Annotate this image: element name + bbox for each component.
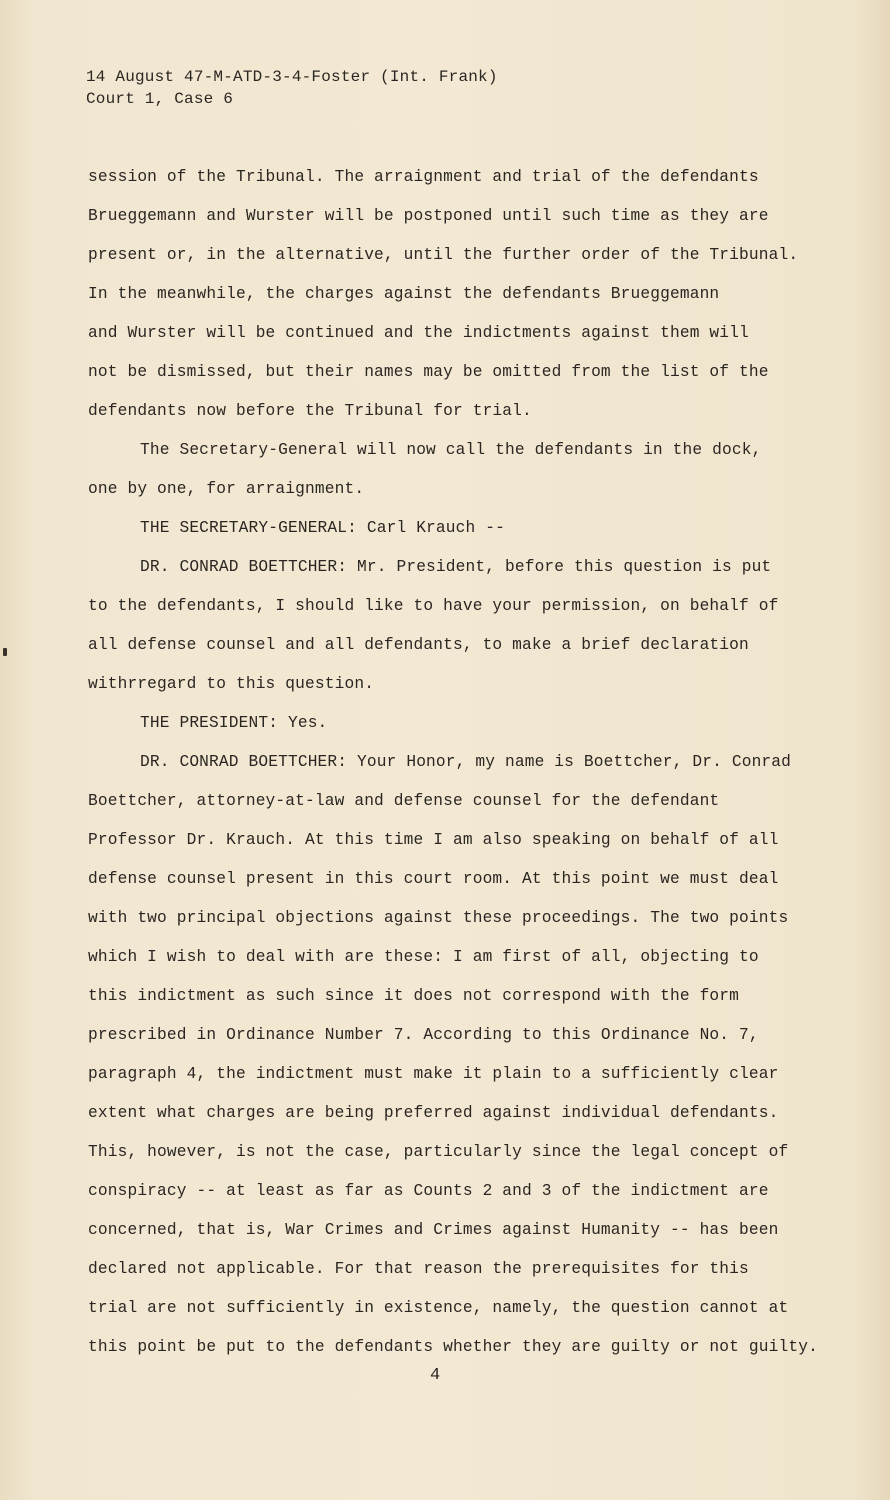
transcript-line: all defense counsel and all defendants, to make a brief declaration: [88, 636, 749, 654]
transcript-body: [88, 158, 828, 1367]
transcript-line: extent what charges are being preferred against individual defendants.: [88, 1104, 779, 1122]
transcript-line: one by one, for arraignment.: [88, 480, 365, 498]
page-number: 4: [430, 1366, 441, 1385]
transcript-line: This, however, is not the case, particularly since the legal concept of: [88, 1143, 789, 1161]
transcript-line: to the defendants, I should like to have your permission, on behalf of: [88, 597, 779, 615]
page-edge-mark: [3, 648, 7, 656]
transcript-line: and Wurster will be continued and the indictments against them will: [88, 324, 749, 342]
transcript-line: which I wish to deal with are these: I am first of all, objecting to: [88, 948, 759, 966]
transcript-line: defense counsel present in this court room. At this point we must deal: [88, 870, 779, 888]
transcript-line: paragraph 4, the indictment must make it plain to a sufficiently clear: [88, 1065, 779, 1083]
transcript-line: present or, in the alternative, until the further order of the Tribunal.: [88, 246, 799, 264]
transcript-line: Boettcher, attorney-at-law and defense counsel for the defendant: [88, 792, 720, 810]
document-header: [86, 66, 498, 110]
transcript-line: Professor Dr. Krauch. At this time I am also speaking on behalf of all: [88, 831, 779, 849]
transcript-line: this indictment as such since it does not correspond with the form: [88, 987, 740, 1005]
transcript-line: not be dismissed, but their names may be omitted from the list of the: [88, 363, 769, 381]
transcript-line: concerned, that is, War Crimes and Crimes against Humanity -- has been: [88, 1221, 779, 1239]
transcript-line: trial are not sufficiently in existence, namely, the question cannot at: [88, 1299, 789, 1317]
transcript-line: prescribed in Ordinance Number 7. According to this Ordinance No. 7,: [88, 1026, 759, 1044]
transcript-line: with two principal objections against these proceedings. The two points: [88, 909, 789, 927]
header-line-1: 14 August 47-M-ATD-3-4-Foster (Int. Frank): [86, 68, 498, 86]
transcript-line: In the meanwhile, the charges against the defendants Brueggemann: [88, 285, 720, 303]
transcript-line: THE PRESIDENT: Yes.: [140, 714, 328, 732]
transcript-line: The Secretary-General will now call the defendants in the dock,: [140, 441, 762, 459]
transcript-line: declared not applicable. For that reason the prerequisites for this: [88, 1260, 749, 1278]
transcript-line: conspiracy -- at least as far as Counts 2 and 3 of the indictment are: [88, 1182, 769, 1200]
transcript-line: THE SECRETARY-GENERAL: Carl Krauch --: [140, 519, 505, 537]
transcript-line: this point be put to the defendants whether they are guilty or not guilty.: [88, 1338, 818, 1356]
transcript-line: Brueggemann and Wurster will be postponed until such time as they are: [88, 207, 769, 225]
transcript-line: session of the Tribunal. The arraignment and trial of the defendants: [88, 168, 759, 186]
transcript-line: DR. CONRAD BOETTCHER: Mr. President, before this question is put: [140, 558, 772, 576]
transcript-line: DR. CONRAD BOETTCHER: Your Honor, my name is Boettcher, Dr. Conrad: [140, 753, 792, 771]
transcript-line: defendants now before the Tribunal for trial.: [88, 402, 532, 420]
transcript-line: withrregard to this question.: [88, 675, 375, 693]
header-line-2: Court 1, Case 6: [86, 90, 234, 108]
